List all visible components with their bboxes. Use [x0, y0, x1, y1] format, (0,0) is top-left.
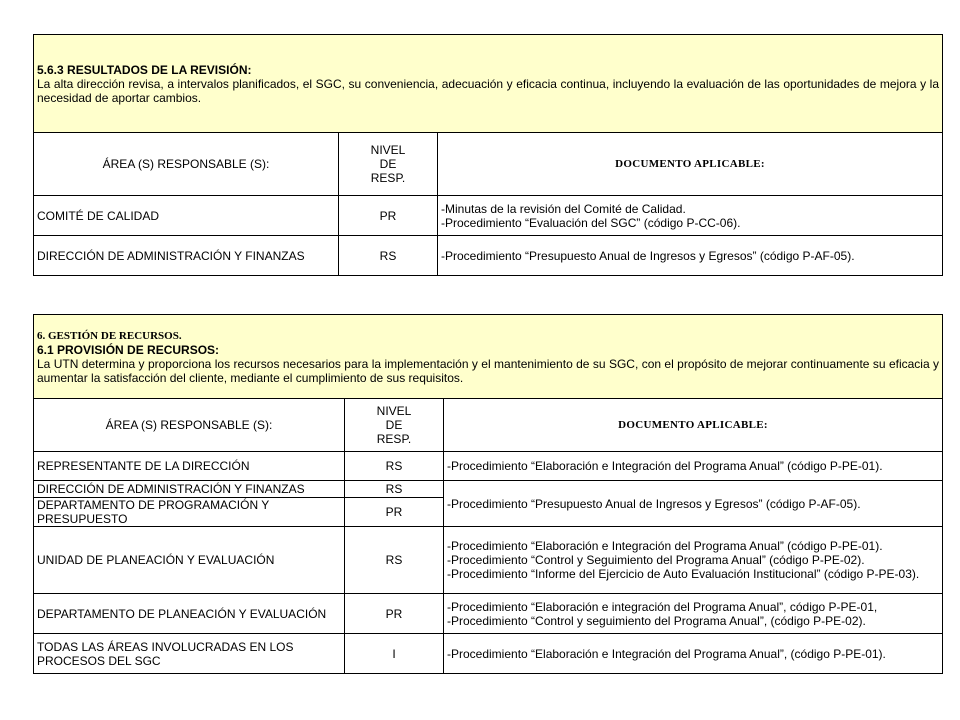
document-cell: -Procedimiento “Presupuesto Anual de Ingresos y Egresos” (código P-AF-05).: [438, 236, 943, 276]
level-cell: PR: [345, 498, 444, 527]
area-cell: COMITÉ DE CALIDAD: [34, 196, 339, 236]
level-cell: RS: [345, 527, 444, 594]
level-cell: RS: [339, 236, 438, 276]
section-header: [34, 35, 943, 133]
column-header-document: DOCUMENTO APLICABLE:: [438, 133, 943, 196]
document-cell: -Minutas de la revisión del Comité de Calidad. -Procedimiento “Evaluación del SGC” (código P-CC-06).: [438, 196, 943, 236]
section-title: 5.6.3 RESULTADOS DE LA REVISIÓN:: [37, 62, 252, 77]
section-header: [34, 315, 943, 399]
table-row: [34, 452, 943, 481]
document-cell: -Procedimiento “Elaboración e Integración del Programa Anual” (código P-PE-01).: [444, 452, 943, 481]
level-cell: RS: [345, 481, 444, 498]
document-cell: -Procedimiento “Presupuesto Anual de Ingresos y Egresos” (código P-AF-05).: [444, 481, 943, 527]
section-description: La alta dirección revisa, a intervalos planificados, el SGC, su conveniencia, adecuación y eficacia continua, incluyendo la evaluación de las oportunidades de mejora y la necesidad de aportar cambios.: [37, 76, 940, 105]
level-cell: PR: [345, 594, 444, 634]
area-cell: UNIDAD DE PLANEACIÓN Y EVALUACIÓN: [34, 527, 345, 594]
table-row: [34, 527, 943, 594]
chapter-title: 6. GESTIÓN DE RECURSOS.: [37, 329, 182, 342]
document-cell: -Procedimiento “Elaboración e Integración del Programa Anual”, (código P-PE-01).: [444, 634, 943, 674]
column-header-area: ÁREA (S) RESPONSABLE (S):: [34, 399, 345, 452]
area-cell: TODAS LAS ÁREAS INVOLUCRADAS EN LOS PROCESOS DEL SGC: [34, 634, 345, 674]
level-cell: I: [345, 634, 444, 674]
review-results-table: [33, 34, 943, 276]
document-cell: -Procedimiento “Elaboración e integración del Programa Anual”, código P-PE-01, -Procedimiento “Control y seguimiento del Programa Anual”, (código P-PE-02).: [444, 594, 943, 634]
level-cell: RS: [345, 452, 444, 481]
resource-provision-table: [33, 314, 943, 674]
table-row: [34, 594, 943, 634]
section-title: 6.1 PROVISIÓN DE RECURSOS:: [37, 342, 220, 357]
document-cell: -Procedimiento “Elaboración e Integración del Programa Anual” (código P-PE-01). -Procedimiento “Control y Seguimiento del Programa Anual” (código P-PE-02). -Procedimiento “Informe del Ejercicio de Auto Evaluación Institucional” (código P-PE-03).: [444, 527, 943, 594]
area-cell: DEPARTAMENTO DE PLANEACIÓN Y EVALUACIÓN: [34, 594, 345, 634]
column-header-area: ÁREA (S) RESPONSABLE (S):: [34, 133, 339, 196]
section-description: La UTN determina y proporciona los recursos necesarios para la implementación y el mantenimiento de su SGC, con el propósito de mejorar continuamente su eficacia y aumentar la satisfacción del cliente, mediante el cumplimiento de sus requisitos.: [37, 356, 940, 385]
level-cell: PR: [339, 196, 438, 236]
area-cell: DIRECCIÓN DE ADMINISTRACIÓN Y FINANZAS: [34, 481, 345, 498]
area-cell: REPRESENTANTE DE LA DIRECCIÓN: [34, 452, 345, 481]
table-row: [34, 634, 943, 674]
column-header-document: DOCUMENTO APLICABLE:: [444, 399, 943, 452]
table-row: [34, 481, 943, 498]
table-row: [34, 196, 943, 236]
column-header-level: NIVEL DE RESP.: [339, 133, 438, 196]
area-cell: DIRECCIÓN DE ADMINISTRACIÓN Y FINANZAS: [34, 236, 339, 276]
area-cell: DEPARTAMENTO DE PROGRAMACIÓN Y PRESUPUESTO: [34, 498, 345, 527]
column-header-level: NIVEL DE RESP.: [345, 399, 444, 452]
table-row: [34, 236, 943, 276]
